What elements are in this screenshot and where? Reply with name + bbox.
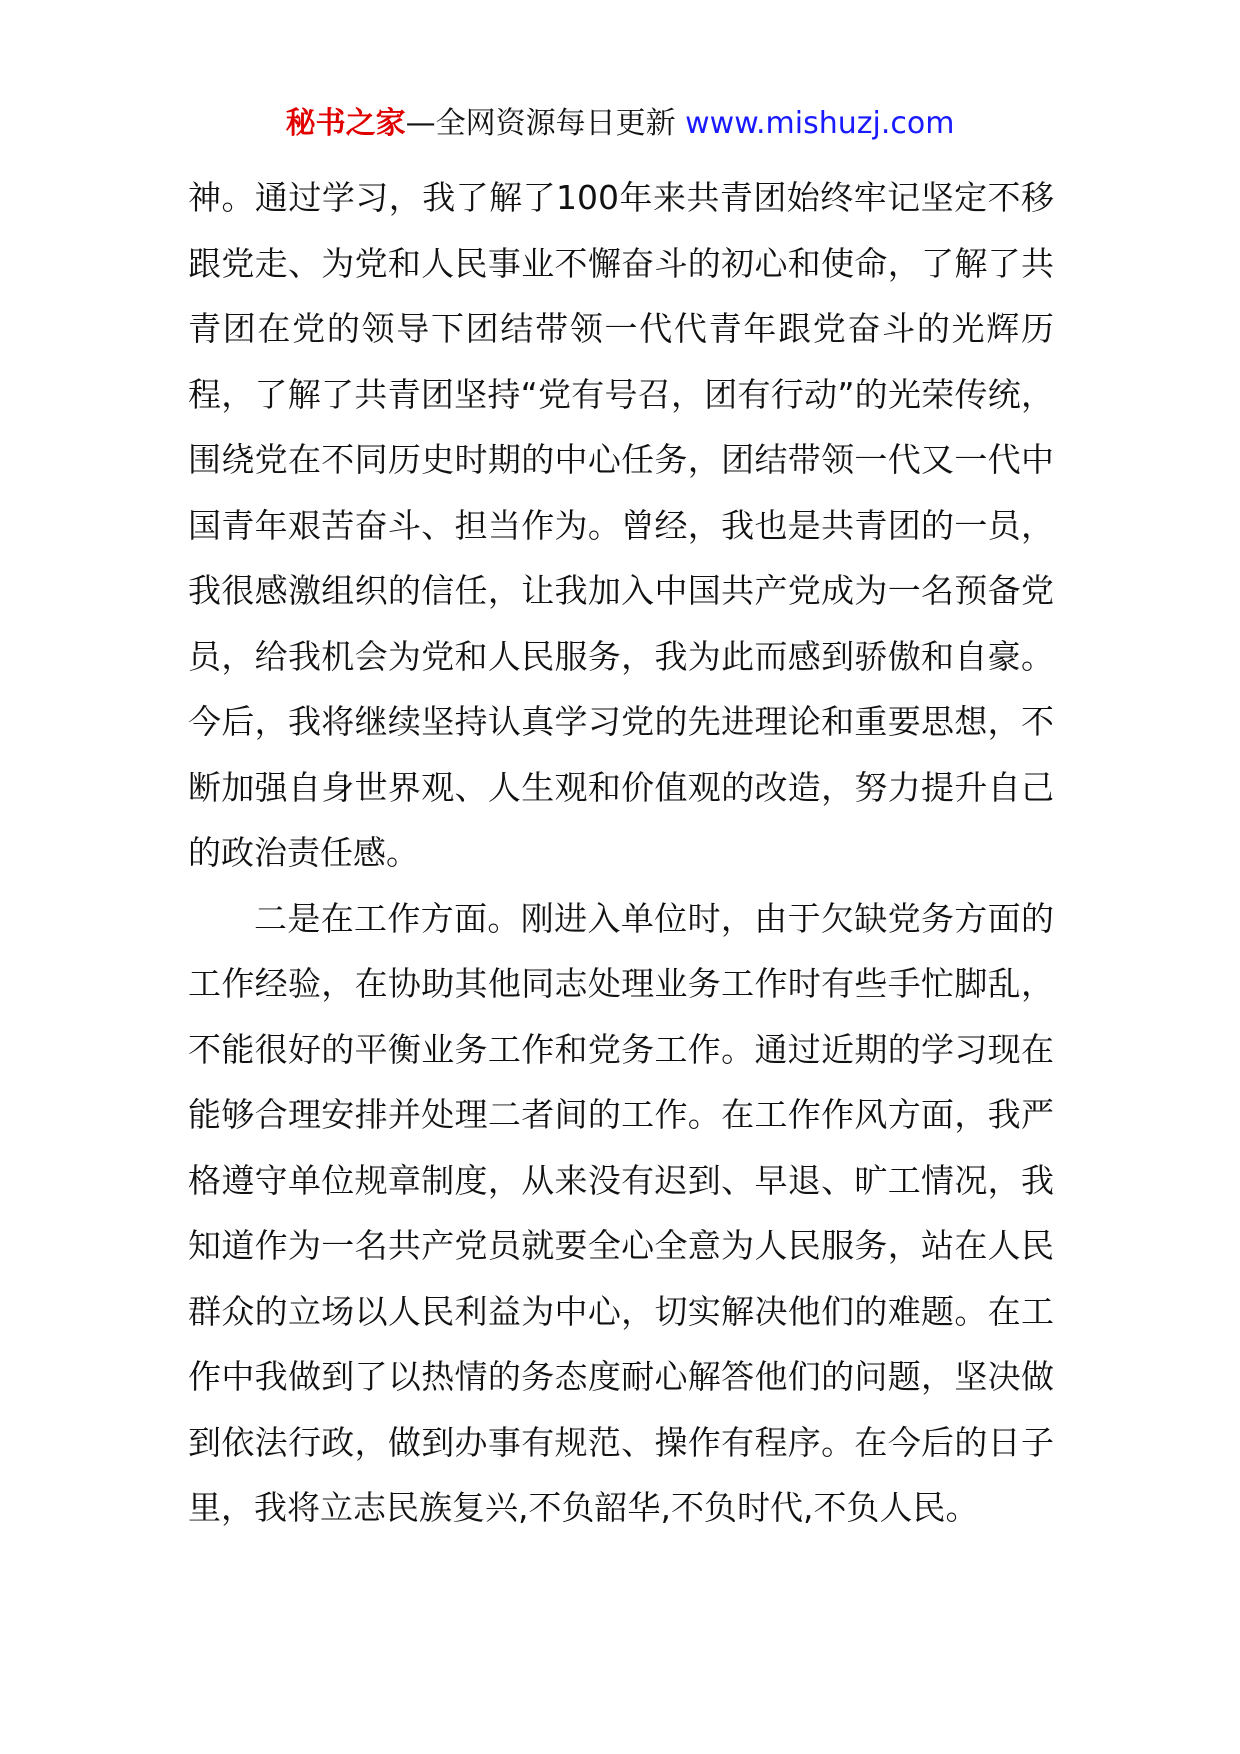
header-tagline: —全网资源每日更新 bbox=[405, 106, 686, 141]
header-brand: 秘书之家 bbox=[285, 106, 406, 141]
document-body bbox=[188, 165, 1054, 1541]
paragraph-work: 二是在工作方面。刚进入单位时，由于欠缺党务方面的工作经验，在协助其他同志处理业务工作时有些手忙脚乱，不能很好的平衡业务工作和党务工作。通过近期的学习现在能够合理安排并处理二者间的工作。在工作作风方面，我严格遵守单位规章制度，从来没有迟到、早退、旷工情况，我知道作为一名共产党员就要全心全意为人民服务，站在人民群众的立场以人民利益为中心，切实解决他们的难题。在工作中我做到了以热情的务态度耐心解答他们的问题，坚决做到依法行政，做到办事有规范、操作有程序。在今后的日子里，我将立志民族复兴,不负韶华,不负时代,不负人民。 bbox=[188, 898, 1054, 1527]
page-header bbox=[0, 104, 1240, 144]
header-url-link[interactable]: www.mishuzj.com bbox=[685, 106, 955, 141]
paragraph-study: 神。通过学习，我了解了100年来共青团始终牢记坚定不移跟党走、为党和人民事业不懈奋斗的初心和使命，了解了共青团在党的领导下团结带领一代代青年跟党奋斗的光辉历程，了解了共青团坚持“党有号召，团有行动”的光荣传统，围绕党在不同历史时期的中心任务，团结带领一代又一代中国青年艰苦奋斗、担当作为。曾经，我也是共青团的一员，我很感激组织的信任，让我加入中国共产党成为一名预备党员，给我机会为党和人民服务，我为此而感到骄傲和自豪。今后，我将继续坚持认真学习党的先进理论和重要思想，不断加强自身世界观、人生观和价值观的改造，努力提升自己的政治责任感。 bbox=[188, 178, 1054, 872]
